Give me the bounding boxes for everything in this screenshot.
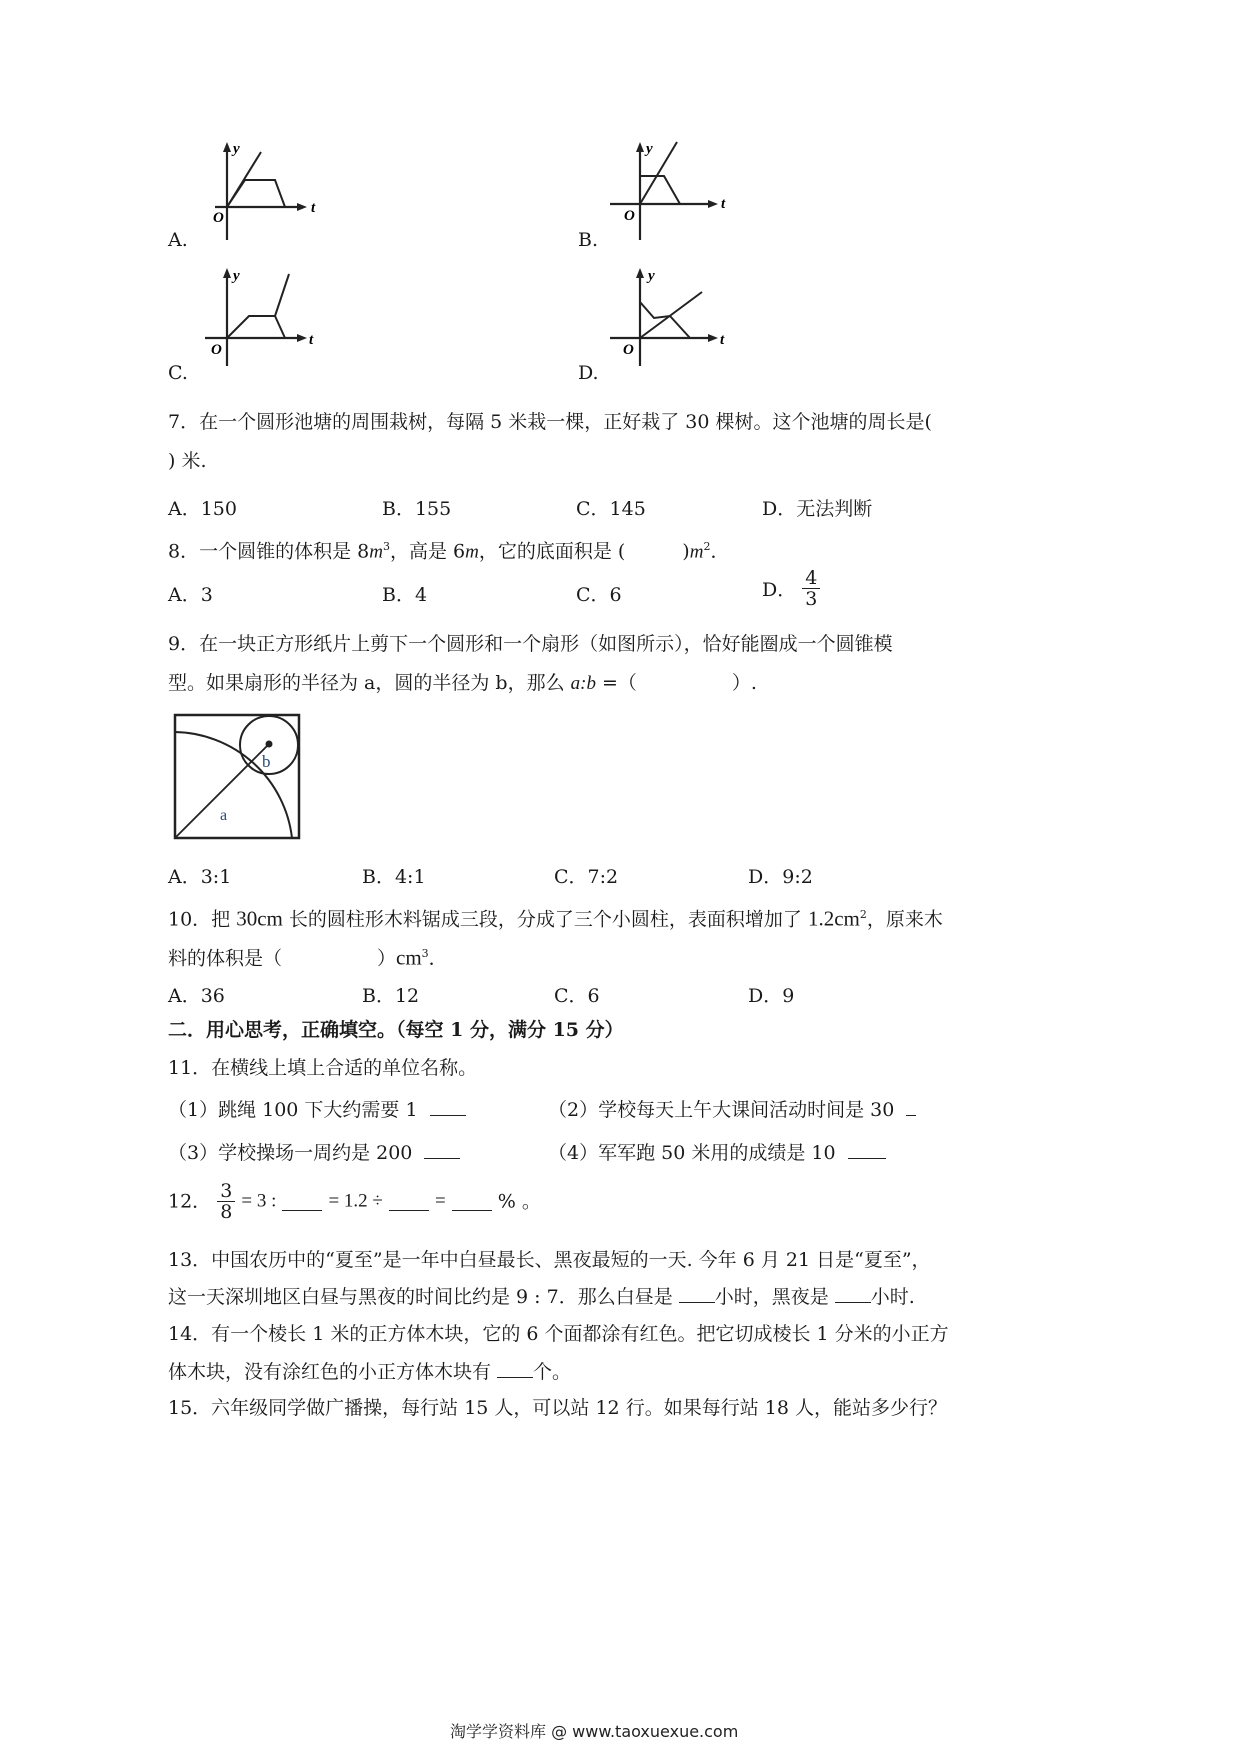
graph-b-origin-label: O	[624, 208, 635, 224]
q11-item-2-text: （2）学校每天上午大课间活动时间是 30	[548, 1099, 895, 1121]
q8-unit-m: m	[369, 541, 383, 563]
q9-text-line1: 9．在一块正方形纸片上剪下一个圆形和一个扇形（如图所示），恰好能圈成一个圆锥模	[168, 633, 893, 655]
q7-text-line2: ) 米.	[168, 450, 207, 472]
section2-title: 二．用心思考，正确填空。（每空 1 分，满分 15 分）	[168, 1019, 624, 1041]
q8-unit-m2: m	[465, 541, 479, 563]
q9-option-d: D．9:2	[748, 866, 813, 888]
q8-mid: ，高是 6	[389, 540, 466, 563]
q9-option-a: A．3:1	[168, 866, 232, 888]
q12-blank-2[interactable]	[389, 1192, 429, 1211]
q13-line2-pre: 这一天深圳地区白昼与黑夜的时间比约是 9 : 7．那么白昼是	[168, 1286, 679, 1308]
q8-unit-m3: m	[689, 541, 704, 563]
q6-option-c-label: C.	[168, 362, 188, 384]
q13-line1: 13．中国农历中的“夏至”是一年中白昼最长、黑夜最短的一天. 今年 6 月 21 日是“夏至”，	[168, 1249, 931, 1271]
q11-title: 11．在横线上填上合适的单位名称。	[168, 1057, 478, 1079]
graph-option-b	[620, 140, 730, 245]
q11-blank-4[interactable]	[848, 1140, 886, 1159]
q10-area-exp: 2	[859, 908, 867, 921]
q11-item-1	[168, 1097, 466, 1122]
q10-option-c: C．6	[554, 985, 600, 1007]
graph-c-y-label: y	[233, 268, 240, 284]
q11-item-3	[168, 1140, 460, 1165]
footer-watermark: 淘学学资料库 @ www.taoxuexue.com	[450, 1722, 739, 1741]
q12-frac-num: 3	[217, 1181, 235, 1202]
q9-ratio: a:b	[570, 673, 596, 694]
q9-text-line2	[168, 671, 757, 696]
q8-option-c: C．6	[576, 584, 622, 606]
q7-option-d: D．无法判断	[762, 498, 873, 520]
q10-text-line2	[168, 942, 448, 970]
q10-line2-pre: 料的体积是（ ）	[168, 947, 397, 970]
q11-item-3-text: （3）学校操场一周约是 200	[168, 1142, 413, 1164]
q9-label-a: a	[220, 807, 228, 824]
q11-item-4	[548, 1140, 886, 1165]
q7-text-line1: 7．在一个圆形池塘的周围栽树，每隔 5 米栽一棵，正好栽了 30 棵树。这个池塘的周长是(	[168, 411, 932, 433]
q10-option-a: A．36	[168, 985, 225, 1007]
q8-option-d	[762, 568, 820, 609]
q9-line2-post: =（ ）.	[595, 672, 757, 694]
q8-end: ．	[710, 540, 730, 563]
graph-option-a	[215, 140, 325, 245]
q12-frac-den: 8	[220, 1201, 233, 1223]
q14-blank-1[interactable]	[497, 1359, 533, 1378]
q11-item-4-text: （4）军军跑 50 米用的成绩是 10	[548, 1142, 836, 1164]
q14-line1: 14．有一个棱长 1 米的正方体木块，它的 6 个面都涂有红色。把它切成棱长 1 分米的小正方	[168, 1323, 949, 1345]
q10-line1-mid: 长的圆柱形木料锯成三段，分成了三个小圆柱，表面积增加了	[282, 908, 808, 931]
q9-label-b: b	[262, 752, 271, 771]
q8-exp3: 3	[382, 540, 390, 553]
q10-vol-unit: cm	[396, 945, 422, 970]
q12-blank-3[interactable]	[452, 1192, 492, 1211]
graph-c-t-label: t	[309, 332, 314, 348]
q7-option-a: A．150	[168, 498, 237, 520]
graph-d-t-label: t	[720, 332, 725, 348]
q12-prefix: 12．	[168, 1190, 212, 1213]
q9-option-c: C．7:2	[554, 866, 619, 888]
graph-b-t-label: t	[721, 196, 726, 212]
graph-d-origin-label: O	[623, 342, 634, 358]
graph-option-c	[211, 266, 325, 371]
q7-option-b: B．155	[382, 498, 452, 520]
q10-area: 1.2cm	[807, 906, 860, 931]
q6-option-b-label: B.	[578, 229, 599, 251]
q12-question	[168, 1181, 541, 1222]
q10-line1-post: ，原来木	[866, 908, 943, 931]
graph-d-y-label: y	[648, 268, 655, 284]
graph-option-d	[620, 266, 730, 371]
q8-frac-den: 3	[805, 588, 818, 610]
graph-a-y-label: y	[233, 141, 240, 157]
q11-blank-1[interactable]	[430, 1097, 466, 1116]
q12-eq2: = 1.2 ÷	[328, 1190, 383, 1212]
q8-option-a: A．3	[168, 584, 213, 606]
q14-line2-post: 个。	[533, 1361, 572, 1383]
q11-item-1-text: （1）跳绳 100 下大约需要 1	[168, 1099, 418, 1121]
q8-frac-num: 4	[802, 568, 820, 589]
q12-blank-1[interactable]	[282, 1192, 322, 1211]
q9-line2-pre: 型。如果扇形的半径为 a，圆的半径为 b，那么	[168, 672, 571, 694]
q10-line1-pre: 10．把	[168, 908, 237, 931]
q10-vol-exp: 3	[421, 947, 429, 960]
q12-eq3: =	[434, 1190, 446, 1212]
q7-option-c: C．145	[576, 498, 646, 520]
graph-a-origin-label: O	[213, 210, 224, 226]
q8-exp2: 2	[703, 540, 711, 553]
q8-prefix: 8．一个圆锥的体积是 8	[168, 540, 370, 563]
q15-line1: 15．六年级同学做广播操，每行站 15 人，可以站 12 行。如果每行站 18 人，能站多少行？	[168, 1397, 947, 1419]
q6-option-a-label: A.	[168, 229, 188, 251]
q10-text-line1	[168, 903, 943, 931]
q10-option-d: D．9	[748, 985, 795, 1007]
q13-line2-post: 小时.	[870, 1286, 915, 1308]
q13-line2-mid: 小时，黑夜是	[714, 1286, 835, 1308]
graph-a-t-label: t	[311, 200, 316, 216]
q14-line2-pre: 体木块，没有涂红色的小正方体木块有	[168, 1361, 498, 1383]
q9-square-figure	[172, 712, 304, 842]
q8-mid2: ，它的底面积是 ( )	[478, 540, 690, 563]
q8-option-d-letter: D．	[762, 579, 797, 601]
q13-line2	[168, 1284, 915, 1309]
q8-option-d-fraction	[802, 568, 820, 609]
q11-blank-3[interactable]	[424, 1140, 460, 1159]
q8-option-b: B．4	[382, 584, 428, 606]
q8-question	[168, 535, 729, 564]
q10-length: 30cm	[236, 906, 283, 931]
q14-line2	[168, 1359, 571, 1384]
q10-line2-post: ．	[428, 947, 448, 970]
q9-option-b: B．4:1	[362, 866, 426, 888]
q11-item-2	[548, 1097, 916, 1122]
q12-eq1: = 3 :	[241, 1190, 277, 1212]
q11-blank-2[interactable]	[906, 1097, 916, 1116]
graph-b-y-label: y	[646, 141, 653, 157]
q13-blank-1[interactable]	[679, 1284, 715, 1303]
q12-pct: % 。	[497, 1190, 541, 1213]
q10-option-b: B．12	[362, 985, 420, 1007]
graph-c-origin-label: O	[211, 342, 222, 358]
q13-blank-2[interactable]	[835, 1284, 871, 1303]
q6-option-d-label: D.	[578, 362, 599, 384]
q12-fraction	[217, 1181, 235, 1222]
